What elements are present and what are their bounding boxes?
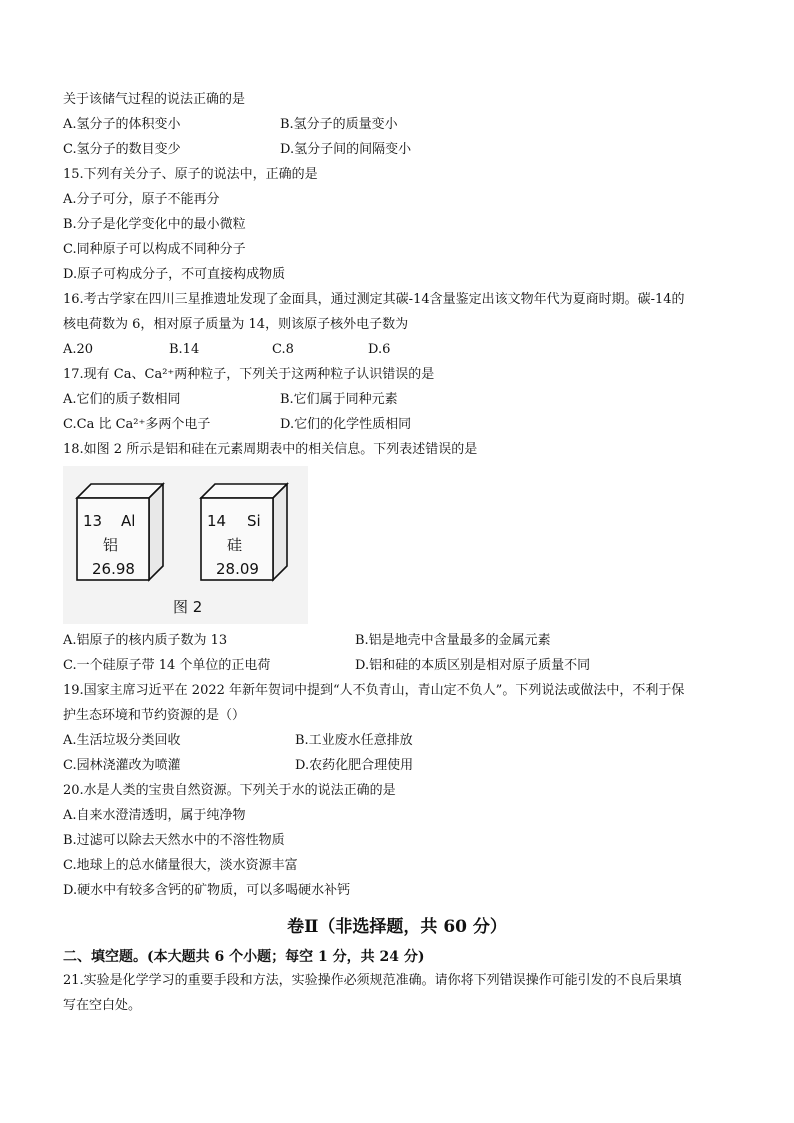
al-mass: 26.98: [92, 560, 135, 578]
q14-option-d: D.氢分子间的间隔变小: [280, 142, 412, 157]
si-mass: 28.09: [216, 560, 259, 578]
q19-option-d: D.农药化肥合理使用: [295, 758, 414, 773]
si-number: 14: [207, 512, 227, 530]
q16-option-d: D.6: [368, 342, 391, 357]
q14-option-b: B.氢分子的质量变小: [280, 117, 398, 132]
al-number: 13: [83, 512, 103, 530]
figure-caption: 图 2: [173, 598, 203, 616]
q20-option-a: A.自来水澄清透明，属于纯净物: [63, 808, 246, 823]
q16-option-c: C.8: [272, 342, 294, 357]
q17-option-c: C.Ca 比 Ca²⁺多两个电子: [63, 417, 211, 432]
q18-stem: 18.如图 2 所示是铝和硅在元素周期表中的相关信息。下列表述错误的是: [63, 442, 478, 457]
q14-option-a: A.氢分子的体积变小: [63, 117, 181, 132]
q15-option-b: B.分子是化学变化中的最小微粒: [63, 217, 246, 232]
q14-option-c: C.氢分子的数目变少: [63, 142, 181, 157]
q16-stem-line2: 核电荷数为 6，相对原子质量为 14，则该原子核外电子数为: [63, 317, 409, 332]
q15-stem: 15.下列有关分子、原子的说法中，正确的是: [63, 167, 318, 182]
q21-stem-line2: 写在空白处。: [63, 998, 142, 1013]
q19-option-a: A.生活垃圾分类回收: [63, 733, 181, 748]
q20-option-d: D.硬水中有较多含钙的矿物质，可以多喝硬水补钙: [63, 883, 351, 898]
q16-option-b: B.14: [169, 342, 200, 357]
q17-option-a: A.它们的质子数相同: [63, 392, 181, 407]
q17-option-b: B.它们属于同种元素: [280, 392, 398, 407]
section-title: 卷Ⅱ（非选择题，共 60 分）: [287, 917, 507, 937]
si-name: 硅: [227, 536, 243, 554]
q20-option-c: C.地球上的总水储量很大，淡水资源丰富: [63, 858, 298, 873]
q21-stem-line1: 21.实验是化学学习的重要手段和方法，实验操作必须规范准确。请你将下列错误操作可能引发的不良后果填: [63, 973, 682, 988]
q14-stem: 关于该储气过程的说法正确的是: [63, 92, 246, 107]
q18-option-d: D.铝和硅的本质区别是相对原子质量不同: [355, 658, 591, 673]
q15-option-d: D.原子可构成分子，不可直接构成物质: [63, 267, 286, 282]
q15-option-a: A.分子可分，原子不能再分: [63, 192, 220, 207]
q19-option-c: C.园林浇灌改为喷灌: [63, 758, 181, 773]
al-name: 铝: [103, 536, 119, 554]
q19-stem-line1: 19.国家主席习近平在 2022 年新年贺词中提到“人不负青山，青山定不负人”。下列说法或做法中，不利于保: [63, 683, 685, 698]
aluminum-cell: [77, 484, 163, 580]
q19-option-b: B.工业废水任意排放: [295, 733, 413, 748]
silicon-cell: [201, 484, 287, 580]
q15-option-c: C.同种原子可以构成不同种分子: [63, 242, 246, 257]
si-symbol: Si: [247, 512, 261, 530]
q16-option-a: A.20: [63, 342, 94, 357]
q20-option-b: B.过滤可以除去天然水中的不溶性物质: [63, 833, 285, 848]
section-subtitle: 二、填空题。(本大题共 6 个小题；每空 1 分，共 24 分): [63, 949, 425, 965]
q17-option-d: D.它们的化学性质相同: [280, 417, 412, 432]
q17-stem: 17.现有 Ca、Ca²⁺两种粒子，下列关于这两种粒子认识错误的是: [63, 367, 435, 382]
q18-option-a: A.铝原子的核内质子数为 13: [63, 633, 228, 648]
q16-stem-line1: 16.考古学家在四川三星推遗址发现了金面具，通过测定其碳-14含量鉴定出该文物年代为夏商时期。碳-14的: [63, 292, 685, 307]
element-cells-drawing: [63, 466, 308, 591]
q18-option-b: B.铝是地壳中含量最多的金属元素: [355, 633, 551, 648]
al-symbol: Al: [121, 512, 136, 530]
periodic-table-figure: [63, 466, 308, 624]
q20-stem: 20.水是人类的宝贵自然资源。下列关于水的说法正确的是: [63, 783, 396, 798]
q19-stem-line2: 护生态环境和节约资源的是（）: [63, 708, 246, 723]
q18-option-c: C.一个硅原子带 14 个单位的正电荷: [63, 658, 271, 673]
